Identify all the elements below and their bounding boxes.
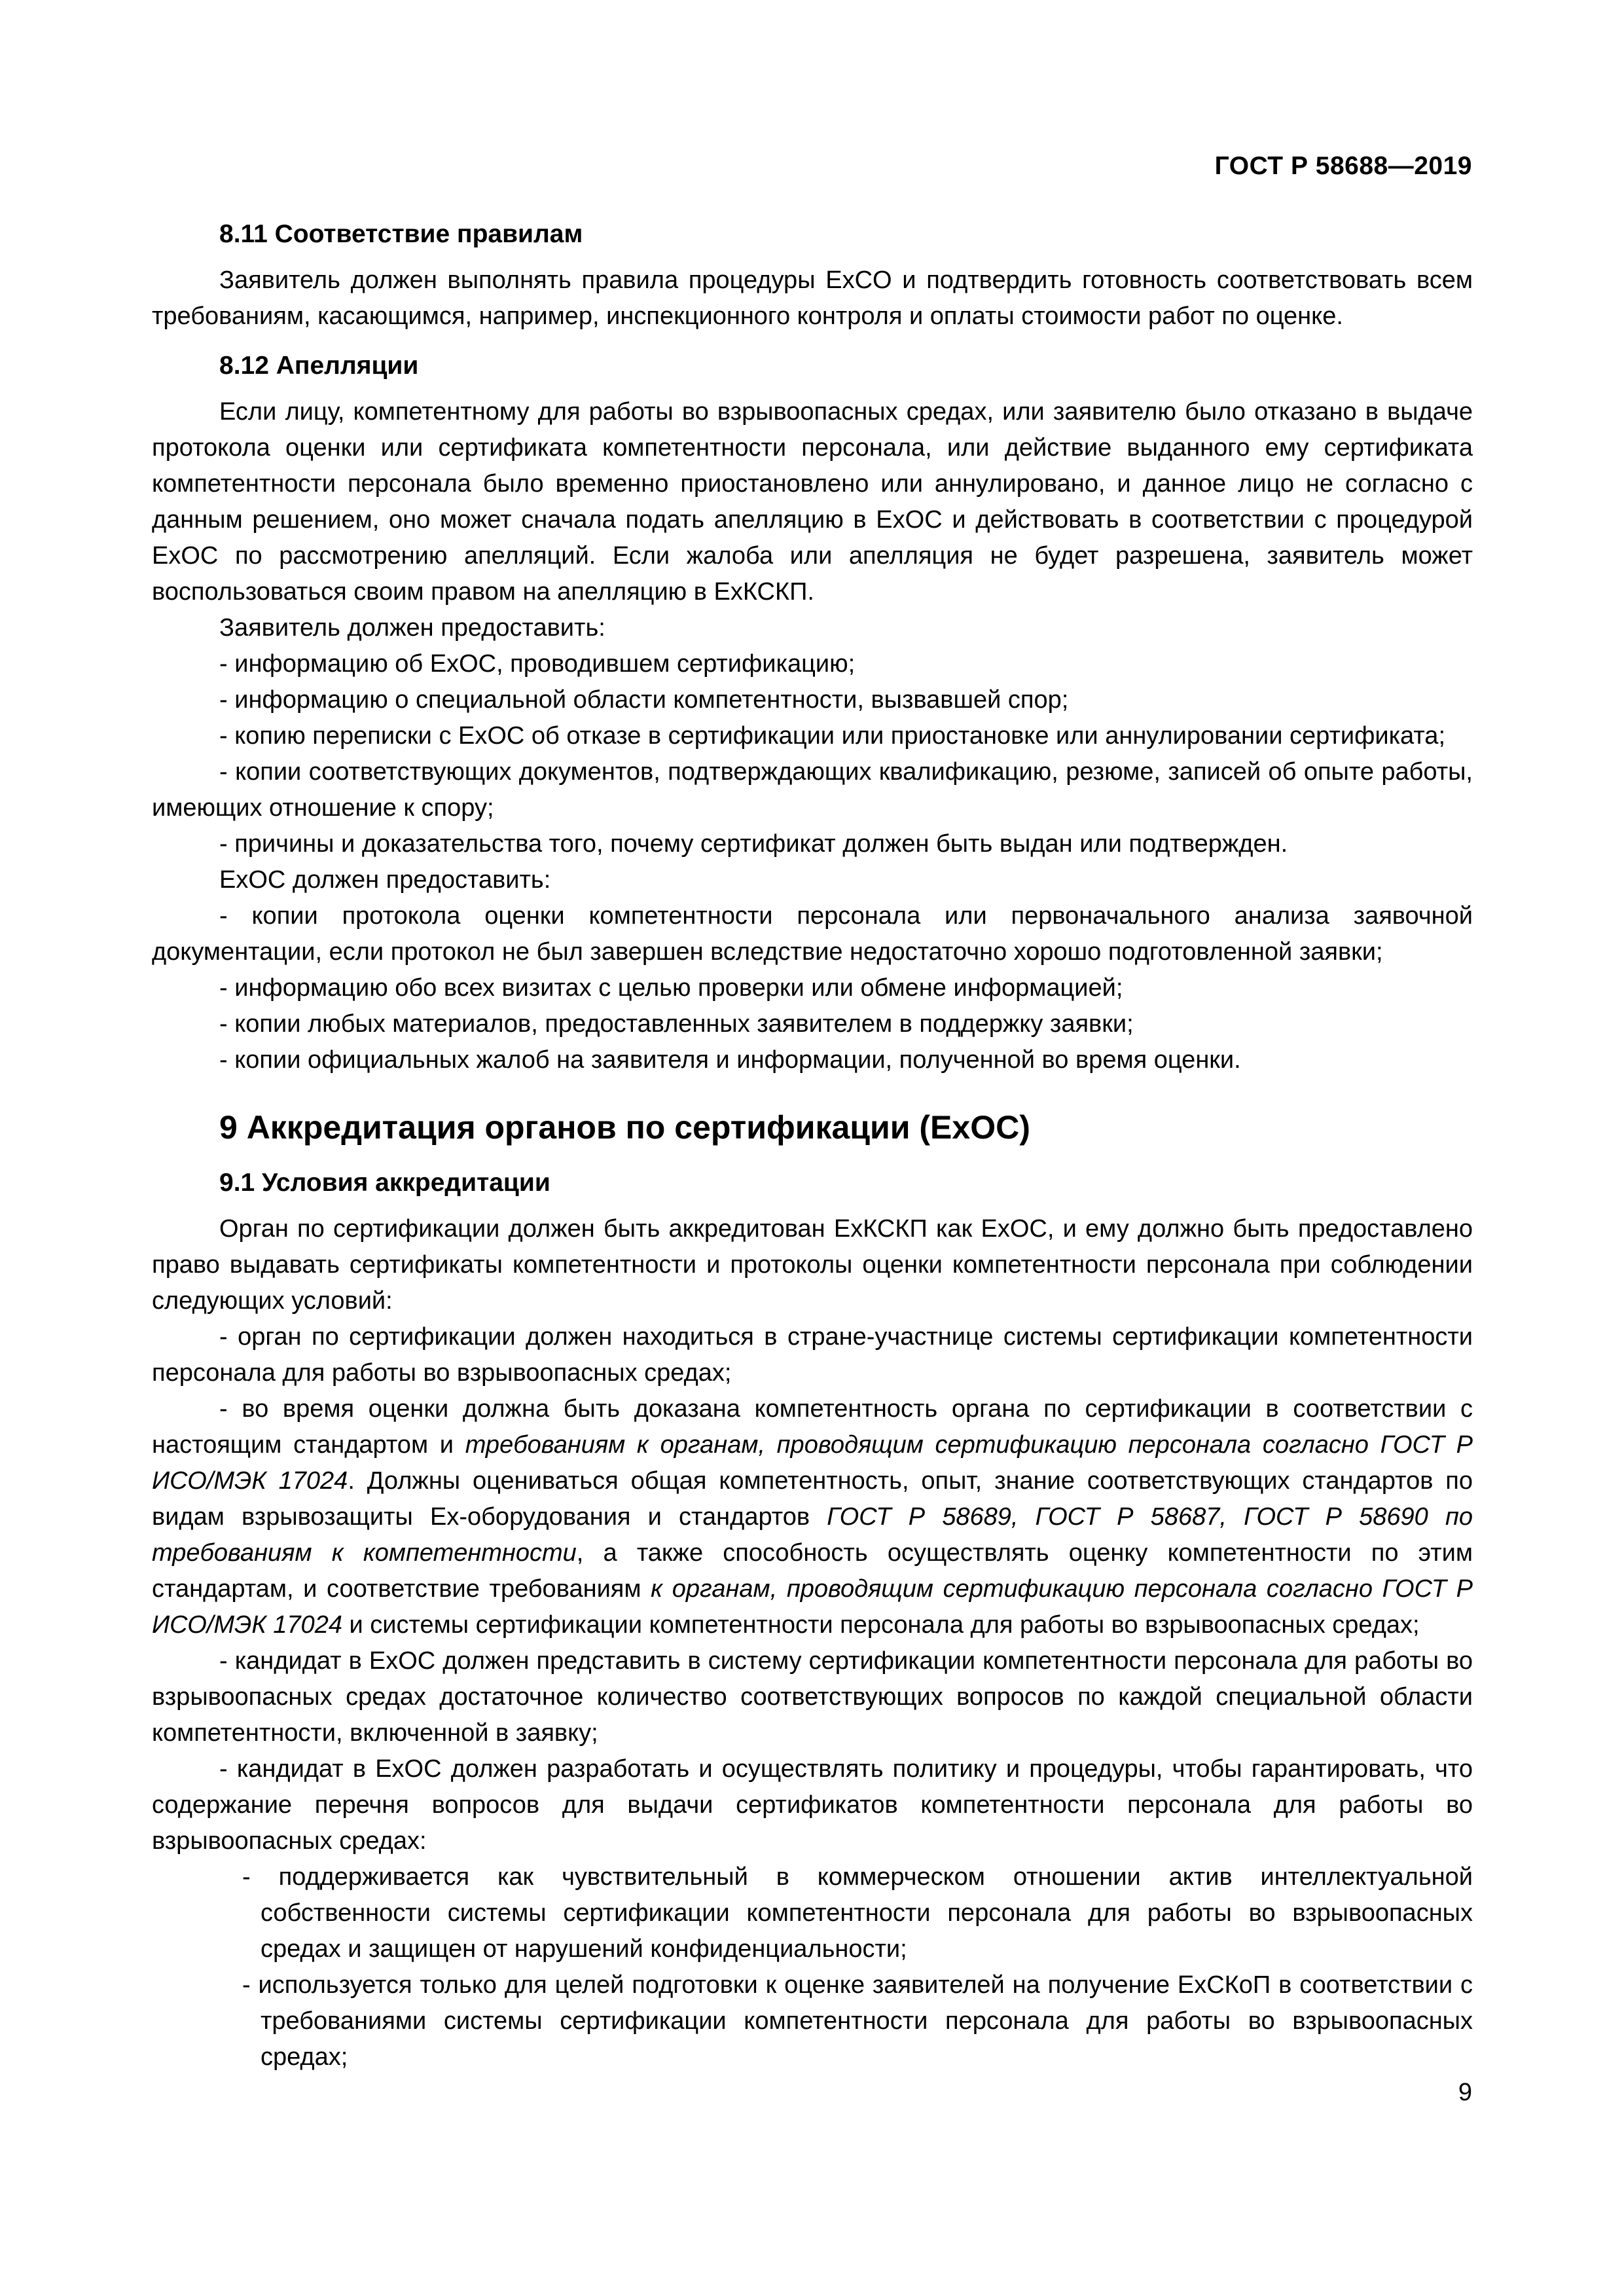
section-8-12-title: 8.12 Апелляции — [219, 352, 419, 380]
applicant-item: - копию переписки с ExOC об отказе в сертификации или приостановке или аннулировании сертификата; — [219, 722, 1446, 750]
italic-reference: требованиям к органам, проводящим сертификацию персонала согласно ГОСТ Р ИСО/МЭК 17024 — [152, 1431, 1473, 1495]
condition-item: - кандидат в ExOC должен представить в систему сертификации компетентности персонала для работы во взрывоопасных средах достаточное количество соответствующих вопросов по каждой специальной области компетентности, включенной в заявку; — [152, 1647, 1473, 1747]
page-content — [152, 216, 1473, 2075]
page-number: 9 — [1458, 2079, 1472, 2106]
condition-text: и системы сертификации компетентности персонала для работы во взрывоопасных средах; — [342, 1611, 1420, 1639]
applicant-item: - информацию о специальной области компетентности, вызвавшей спор; — [219, 686, 1069, 714]
exoc-item: - информацию обо всех визитах с целью проверки или обмене информацией; — [219, 974, 1123, 1002]
section-9-1-title: 9.1 Условия аккредитации — [219, 1169, 550, 1197]
condition-text: - во время оценки должна быть доказана компетентность органа по сертификации в соответствии с настоящим стандартом и — [152, 1395, 1473, 1459]
section-8-11-paragraph: Заявитель должен выполнять правила процедуры ExCO и подтвердить готовность соответствовать всем требованиям, касающимся, например, инспекционного контроля и оплаты стоимости работ по оценке. — [152, 266, 1473, 330]
exoc-item: - копии любых материалов, предоставленных заявителем в поддержку заявки; — [219, 1010, 1134, 1038]
sub-condition-item: - используется только для целей подготовки к оценке заявителей на получение ExСКоП в соответствии с требованиями системы сертификации компетентности персонала для работы во взрывоопасных средах; — [242, 1971, 1473, 2071]
applicant-item: - информацию об ExOC, проводившем сертификацию; — [219, 650, 856, 678]
applicant-item: - копии соответствующих документов, подтверждающих квалификацию, резюме, записей об опыте работы, имеющих отношение к спору; — [152, 758, 1473, 822]
italic-reference: к органам, проводящим сертификацию персонала согласно ГОСТ Р ИСО/МЭК 17024 — [152, 1575, 1473, 1639]
condition-item: - орган по сертификации должен находиться в стране-участнице системы сертификации компетентности персонала для работы во взрывоопасных средах; — [152, 1323, 1473, 1387]
standard-designation: ГОСТ Р 58688—2019 — [1214, 152, 1472, 180]
exoc-provide-intro: ExOC должен предоставить: — [219, 866, 551, 894]
exoc-item: - копии официальных жалоб на заявителя и информации, полученной во время оценки. — [219, 1046, 1241, 1074]
sub-condition-item: - поддерживается как чувствительный в коммерческом отношении актив интеллектуальной собственности системы сертификации компетентности персонала для работы во взрывоопасных средах и защищен от нарушений конфиденциальности; — [242, 1863, 1473, 1963]
italic-reference: ГОСТ Р 58689, ГОСТ Р 58687, ГОСТ Р 58690 по требованиям к компетентности — [152, 1503, 1473, 1567]
section-8-11-title: 8.11 Соответствие правилам — [219, 220, 583, 248]
exoc-item: - копии протокола оценки компетентности персонала или первоначального анализа заявочной документации, если протокол не был завершен вследствие недостаточно хорошо подготовленной заявки; — [152, 902, 1473, 966]
applicant-item: - причины и доказательства того, почему сертификат должен быть выдан или подтвержден. — [219, 830, 1288, 858]
condition-text: . Должны оцениваться общая компетентность, опыт, знание соответствующих стандартов по видам взрывозащиты Ex-оборудования и стандартов — [152, 1467, 1473, 1531]
condition-item-with-italics — [152, 1391, 1473, 1643]
section-9-heading: 9 Аккредитация органов по сертификации (ExOC) — [219, 1109, 1030, 1146]
condition-text: , а также способность осуществлять оценку компетентности по этим стандартам, и соответствие требованиям — [152, 1539, 1473, 1603]
condition-item: - кандидат в ExOC должен разработать и осуществлять политику и процедуры, чтобы гарантировать, что содержание перечня вопросов для выдачи сертификатов компетентности персонала для работы во взрывоопасных средах: — [152, 1755, 1473, 1855]
section-8-12-paragraph: Если лицу, компетентному для работы во взрывоопасных средах, или заявителю было отказано в выдаче протокола оценки или сертификата компетентности персонала, или действие выданного ему сертификата компетентности персонала было временно приостановлено или аннулировано, и данное лицо не согласно с данным решением, оно может сначала подать апелляцию в ExOC и действовать в соответствии с процедурой ExOC по рассмотрению апелляций. Если жалоба или апелляция не будет разрешена, заявитель может воспользоваться своим правом на апелляцию в ExКСКП. — [152, 398, 1473, 606]
applicant-provide-intro: Заявитель должен предоставить: — [219, 614, 605, 642]
section-9-1-paragraph: Орган по сертификации должен быть аккредитован ExКСКП как ExOC, и ему должно быть предоставлено право выдавать сертификаты компетентности и протоколы оценки компетентности персонала при соблюдении следующих условий: — [152, 1215, 1473, 1315]
